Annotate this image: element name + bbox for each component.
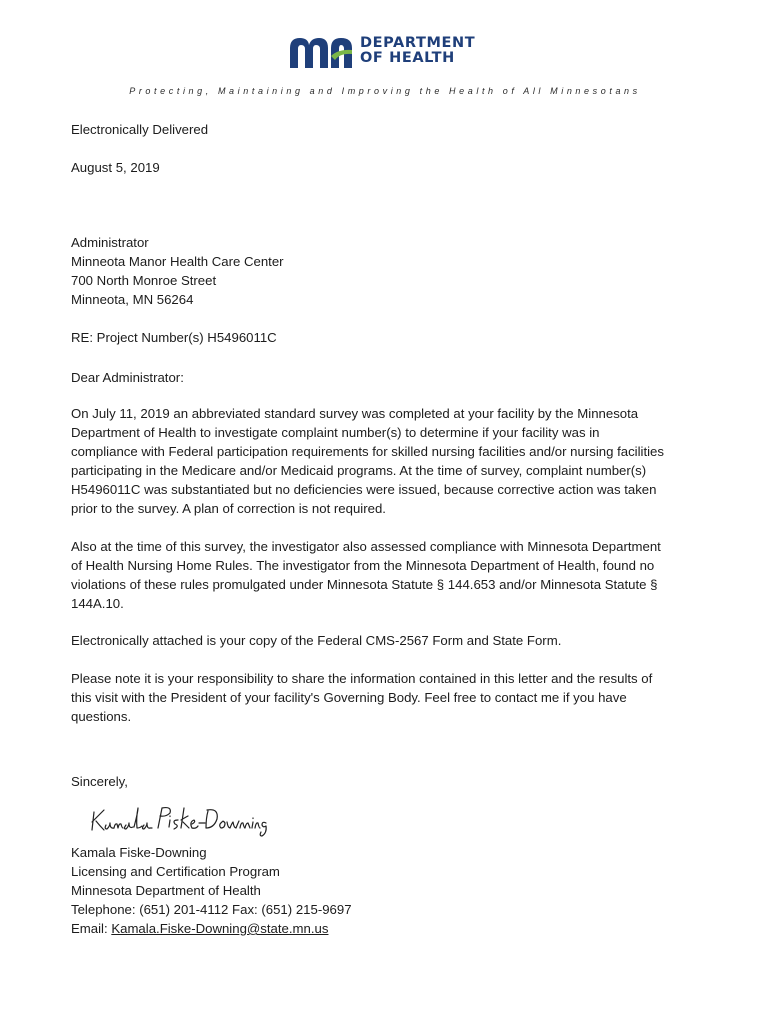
- signer-email-line: [71, 919, 711, 938]
- paragraph-line: violations of these rules promulgated under Minnesota Statute § 144.653 and/or Minnesota Statute §: [71, 577, 658, 592]
- tagline: Protecting, Maintaining and Improving the Health of All Minnesotans: [129, 86, 641, 96]
- logo-wordmark: [360, 36, 475, 66]
- paragraph-line: H5496011C was substantiated but no deficiencies were issued, because corrective action was taken: [71, 482, 657, 497]
- paragraph-line: compliance with Federal participation requirements for skilled nursing facilities and/or nursing facilities: [71, 444, 664, 459]
- paragraph-line: of Health Nursing Home Rules. The investigator from the Minnesota Department of Health, found no: [71, 558, 655, 573]
- mn-logo-mark-icon: [288, 34, 358, 70]
- paragraph-line: Please note it is your responsibility to share the information contained in this letter and the results of: [71, 671, 653, 686]
- paragraph-attachment: Electronically attached is your copy of the Federal CMS-2567 Form and State Form.: [71, 633, 562, 648]
- re-line: RE: Project Number(s) H5496011C: [71, 330, 277, 345]
- signer-name: Kamala Fiske-Downing: [71, 845, 207, 860]
- paragraph-state-rules: [71, 537, 711, 613]
- paragraph-line: Department of Health to investigate complaint number(s) to determine if your facility was in: [71, 425, 600, 440]
- paragraph-line: questions.: [71, 709, 132, 724]
- mdh-logo: [288, 34, 488, 70]
- paragraph-survey: [71, 404, 711, 518]
- email-link[interactable]: Kamala.Fiske-Downing@state.mn.us: [111, 921, 329, 936]
- logo-line-of-health: OF HEALTH: [360, 50, 455, 66]
- email-label: Email:: [71, 921, 112, 936]
- signer-program: Licensing and Certification Program: [71, 864, 280, 879]
- paragraph-line: On July 11, 2019 an abbreviated standard survey was completed at your facility by the Minnesota: [71, 406, 639, 421]
- paragraph-line: Also at the time of this survey, the investigator also assessed compliance with Minnesota Department: [71, 539, 661, 554]
- signer-block: [71, 843, 711, 938]
- paragraph-line: participating in the Medicare and/or Medicaid programs. At the time of survey, complaint number(s): [71, 463, 647, 478]
- closing: Sincerely,: [71, 774, 128, 789]
- address-line: Administrator: [71, 235, 149, 250]
- signer-phone: Telephone: (651) 201-4112 Fax: (651) 215-9697: [71, 902, 352, 917]
- address-line: 700 North Monroe Street: [71, 273, 217, 288]
- address-line: Minneota, MN 56264: [71, 292, 194, 307]
- signer-department: Minnesota Department of Health: [71, 883, 261, 898]
- delivery-method: Electronically Delivered: [71, 122, 209, 137]
- paragraph-line: prior to the survey. A plan of correction is not required.: [71, 501, 386, 516]
- signature-icon: [88, 798, 268, 838]
- paragraph-line: this visit with the President of your facility's Governing Body. Feel free to contact me if you have: [71, 690, 627, 705]
- logo-line-department: DEPARTMENT: [360, 35, 476, 51]
- salutation: Dear Administrator:: [71, 370, 184, 385]
- paragraph-line: 144A.10.: [71, 596, 124, 611]
- letter-date: August 5, 2019: [71, 160, 160, 175]
- recipient-address: [71, 233, 711, 309]
- address-line: Minneota Manor Health Care Center: [71, 254, 284, 269]
- paragraph-responsibility: [71, 669, 711, 726]
- handwritten-signature: [88, 798, 268, 838]
